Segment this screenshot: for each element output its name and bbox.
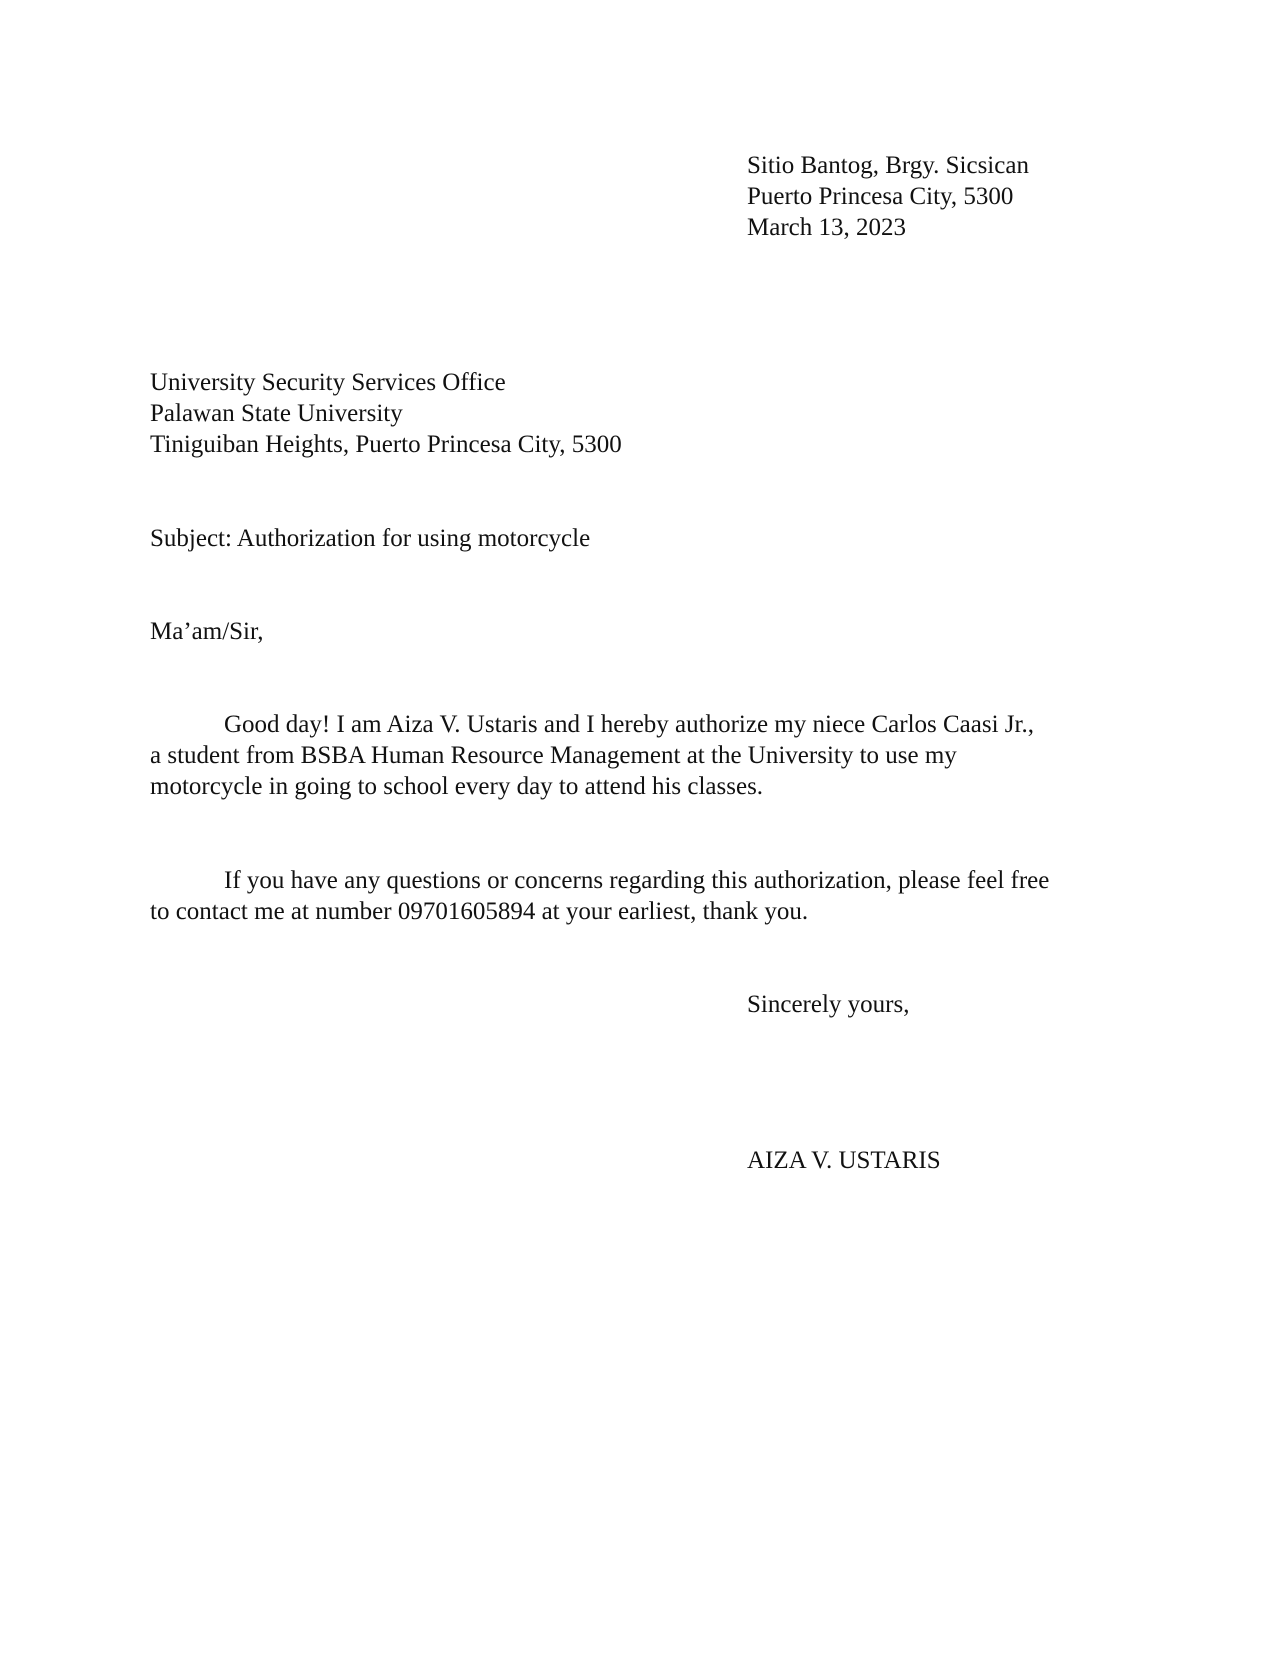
sender-street: Sitio Bantog, Brgy. Sicsican — [747, 152, 1029, 179]
closing: Sincerely yours, — [747, 991, 910, 1018]
paragraph-line: Good day! I am Aiza V. Ustaris and I hereby authorize my niece Carlos Caasi Jr., — [224, 711, 1034, 738]
signature-name: AIZA V. USTARIS — [747, 1147, 941, 1174]
sender-city: Puerto Princesa City, 5300 — [747, 183, 1014, 210]
salutation: Ma’am/Sir, — [150, 618, 264, 645]
recipient-address — [150, 367, 622, 460]
subject-line: Subject: Authorization for using motorcycle — [150, 525, 591, 552]
letter-date: March 13, 2023 — [747, 214, 906, 241]
paragraph-line: to contact me at number 09701605894 at your earliest, thank you. — [150, 898, 809, 925]
paragraph-line: motorcycle in going to school every day to attend his classes. — [150, 773, 764, 800]
sender-address — [747, 150, 1029, 243]
paragraph-line: a student from BSBA Human Resource Management at the University to use my — [150, 742, 957, 769]
recipient-location: Tiniguiban Heights, Puerto Princesa City, 5300 — [150, 431, 622, 458]
body-paragraph-2 — [150, 865, 1049, 927]
recipient-office: University Security Services Office — [150, 369, 506, 396]
recipient-institution: Palawan State University — [150, 400, 403, 427]
body-paragraph-1 — [150, 709, 1034, 802]
paragraph-line: If you have any questions or concerns regarding this authorization, please feel free — [224, 867, 1050, 894]
